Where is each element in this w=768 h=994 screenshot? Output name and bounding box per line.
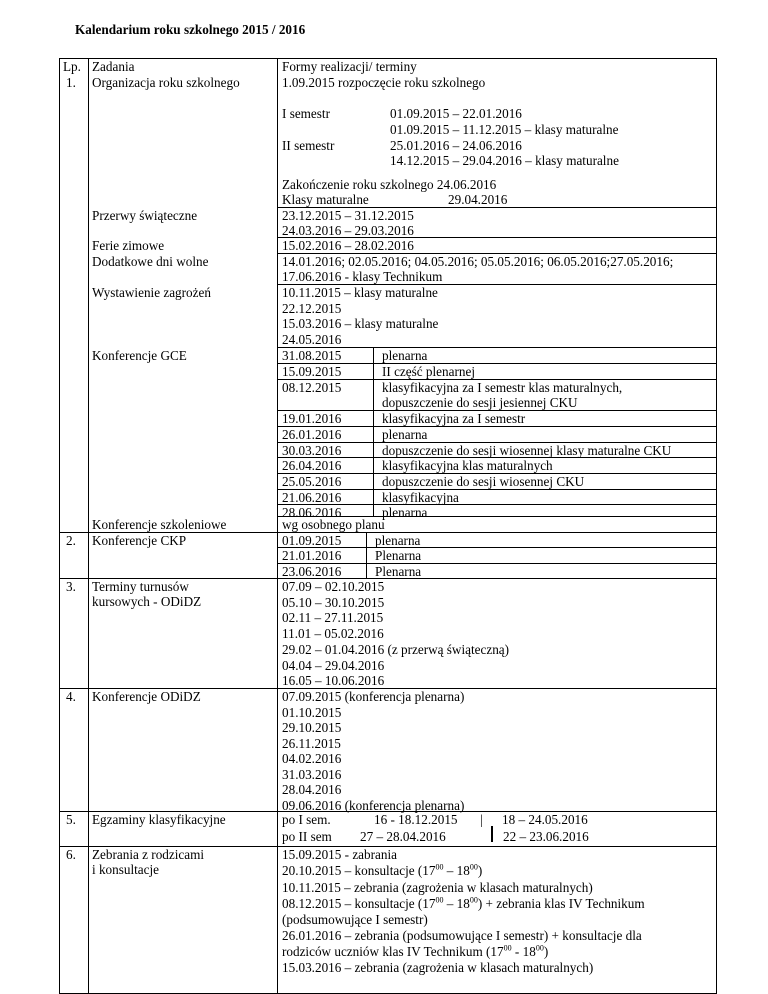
cell-text: (podsumowujące I semestr)	[282, 912, 428, 927]
gce-date: 25.05.2016	[282, 474, 342, 489]
gce-description: plenarna	[382, 348, 428, 363]
superscript: 00	[535, 943, 544, 953]
cell-text: 29.04.2016	[448, 192, 508, 207]
list-item: 01.10.2015	[282, 704, 342, 720]
cell-text	[282, 863, 482, 879]
gce-description: klasyfikacyjna za I semestr klas maturalnych,	[382, 380, 623, 395]
document-title: Kalendarium roku szkolnego 2015 / 2016	[75, 22, 306, 37]
list-item: 29.10.2015	[282, 720, 342, 735]
ckp-row-line	[277, 563, 716, 564]
ckp-description: plenarna	[375, 533, 421, 548]
gce-description: dopuszczenie do sesji wiosennej klasy maturalne CKU	[382, 443, 672, 458]
gce-description: klasyfikacyjna klas maturalnych	[382, 458, 553, 473]
cell-text: Zakończenie roku szkolnego 24.06.2016	[282, 177, 497, 192]
ckp-date: 21.01.2016	[282, 548, 342, 563]
row-number: 4.	[66, 689, 76, 704]
cell-text: 17.06.2016 - klasy Technikum	[282, 269, 443, 284]
cell-text: 23.12.2015 – 31.12.2015	[282, 208, 414, 223]
list-item: 28.04.2016	[282, 782, 342, 797]
list-item: 04.02.2016	[282, 751, 342, 766]
list-item: 11.01 – 05.02.2016	[282, 626, 384, 642]
cell-text	[282, 944, 548, 960]
cell-text: 18 – 24.05.2016	[502, 812, 588, 827]
cell-text: 15.03.2016 – klasy maturalne	[282, 316, 439, 331]
cell-text: 01.09.2015 – 11.12.2015 – klasy maturalne	[390, 122, 619, 137]
cell-text: 14.12.2015 – 29.04.2016 – klasy maturalne	[390, 153, 619, 168]
row-number: 5.	[66, 812, 76, 827]
ckp-description: Plenarna	[375, 548, 422, 563]
task-label: Egzaminy klasyfikacyjne	[92, 812, 226, 827]
cell-text-part: 08.12.2015 – konsultacje (17	[282, 896, 436, 911]
gce-date: 30.03.2016	[282, 443, 342, 458]
cell-text: 15.09.2015 - zabrania	[282, 847, 397, 862]
gce-date: 28.06.2016	[282, 505, 342, 520]
gce-date: 26.01.2016	[282, 427, 342, 442]
cell-text-part: – 18	[443, 896, 470, 911]
cell-text-part: – 18	[443, 863, 470, 878]
gce-date: 21.06.2016	[282, 490, 342, 505]
ckp-row-line	[277, 547, 716, 548]
cell-text-part: ) + zebrania klas IV Technikum	[477, 896, 645, 911]
cell-text: 14.01.2016; 02.05.2016; 04.05.2016; 05.05.2016; 06.05.2016;27.05.2016;	[282, 254, 674, 269]
header-formy: Formy realizacji/ terminy	[282, 59, 417, 74]
ckp-date: 23.06.2016	[282, 564, 342, 579]
task-label: Wystawienie zagrożeń	[92, 285, 211, 300]
semester-label: I semestr	[282, 106, 330, 121]
exam-label: po II sem	[282, 829, 332, 844]
list-item: 09.06.2016 (konferencja plenarna)	[282, 797, 465, 813]
task-label: Terminy turnusów	[92, 579, 189, 594]
task-label: Dodatkowe dni wolne	[92, 254, 209, 269]
task-label: Konferencje GCE	[92, 348, 187, 363]
cell-text: 10.11.2015 – zebrania (zagrożenia w klasach maturalnych)	[282, 880, 593, 895]
header-zadania: Zadania	[92, 59, 135, 74]
gce-date: 08.12.2015	[282, 380, 342, 395]
header-lp: Lp.	[63, 59, 81, 74]
list-item: 04.04 – 29.04.2016	[282, 657, 385, 673]
list-item: 02.11 – 27.11.2015	[282, 610, 384, 626]
task-label: i konsultacje	[92, 862, 160, 877]
task-label: Konferencje szkoleniowe	[92, 517, 227, 532]
ckp-date: 01.09.2015	[282, 533, 342, 548]
gce-row-line	[277, 504, 716, 505]
calendar-table	[59, 58, 717, 994]
superscript: 00	[469, 895, 478, 905]
gce-description: klasyfikacyjna za I semestr	[382, 411, 526, 426]
gce-date: 26.04.2016	[282, 458, 342, 473]
cell-text: 15.02.2016 – 28.02.2016	[282, 238, 414, 253]
cell-text: 22 – 23.06.2016	[503, 829, 589, 844]
column-divider	[88, 59, 89, 993]
cell-text: Klasy maturalne	[282, 192, 369, 207]
gce-description: klasyfikacyjna	[382, 490, 459, 505]
cell-text: 26.01.2016 – zebrania (podsumowujące I semestr) + konsultacje dla	[282, 928, 642, 943]
cell-text: 24.03.2016 – 29.03.2016	[282, 223, 414, 238]
cell-text-part: 20.10.2015 – konsultacje (17	[282, 863, 436, 878]
task-label: Konferencje ODiDZ	[92, 689, 201, 704]
superscript: 00	[503, 943, 512, 953]
list-item: 05.10 – 30.10.2015	[282, 594, 385, 610]
superscript: 00	[435, 862, 444, 872]
gce-description: II część plenarnej	[382, 364, 475, 379]
gce-description: plenarna	[382, 505, 428, 520]
row-number: 1.	[66, 75, 76, 90]
separator-text: |	[480, 812, 483, 827]
gce-column-line	[373, 347, 374, 516]
gce-row-line	[277, 363, 716, 364]
task-label: kursowych - ODiDZ	[92, 594, 202, 609]
cell-text-part: rodziców uczniów klas IV Technikum (17	[282, 944, 504, 959]
gce-date: 19.01.2016	[282, 411, 342, 426]
gce-description: plenarna	[382, 427, 428, 442]
cell-text-part: )	[543, 944, 549, 959]
gce-description: dopuszczenie do sesji wiosennej CKU	[382, 474, 585, 489]
gce-date: 15.09.2015	[282, 364, 342, 379]
gce-description: dopuszczenie do sesji jesiennej CKU	[382, 395, 578, 410]
row-number: 6.	[66, 847, 76, 862]
list-item: 16.05 – 10.06.2016	[282, 673, 385, 689]
cell-text: 16 - 18.12.2015	[374, 812, 458, 827]
cell-text: 24.05.2016	[282, 332, 342, 347]
task-label: Ferie zimowe	[92, 238, 165, 253]
cell-text: wg osobnego planu	[282, 517, 385, 532]
task-label: Konferencje CKP	[92, 533, 187, 548]
row-number: 2.	[66, 533, 76, 548]
task-label: Zebrania z rodzicami	[92, 847, 205, 862]
list-item: 31.03.2016	[282, 766, 342, 782]
gce-date: 31.08.2015	[282, 348, 342, 363]
cell-text-part: )	[477, 863, 483, 878]
exam-label: po I sem.	[282, 812, 331, 827]
semester-label: II semestr	[282, 138, 335, 153]
ckp-description: Plenarna	[375, 564, 422, 579]
row-number: 3.	[66, 579, 76, 594]
cell-text: 15.03.2016 – zebrania (zagrożenia w klasach maturalnych)	[282, 960, 594, 975]
cell-text: 01.09.2015 – 22.01.2016	[390, 106, 522, 121]
column-divider	[277, 59, 278, 993]
cell-text: 27 – 28.04.2016	[360, 829, 446, 844]
cell-text: 1.09.2015 rozpoczęcie roku szkolnego	[282, 75, 486, 90]
exam-separator	[491, 826, 493, 842]
list-item: 07.09 – 02.10.2015	[282, 579, 385, 594]
list-item: 26.11.2015	[282, 735, 341, 751]
list-item: 07.09.2015 (konferencja plenarna)	[282, 689, 465, 704]
superscript: 00	[435, 895, 444, 905]
superscript: 00	[469, 862, 478, 872]
ckp-column-line	[366, 532, 367, 578]
list-item: 29.02 – 01.04.2016 (z przerwą świąteczną)	[282, 641, 510, 657]
task-label: Organizacja roku szkolnego	[92, 75, 240, 90]
cell-text	[282, 896, 645, 912]
cell-text: 10.11.2015 – klasy maturalne	[282, 285, 438, 300]
cell-text: 22.12.2015	[282, 301, 342, 316]
cell-text-part: - 18	[511, 944, 536, 959]
cell-divider	[277, 347, 716, 348]
cell-text: 25.01.2016 – 24.06.2016	[390, 138, 522, 153]
task-label: Przerwy świąteczne	[92, 208, 198, 223]
